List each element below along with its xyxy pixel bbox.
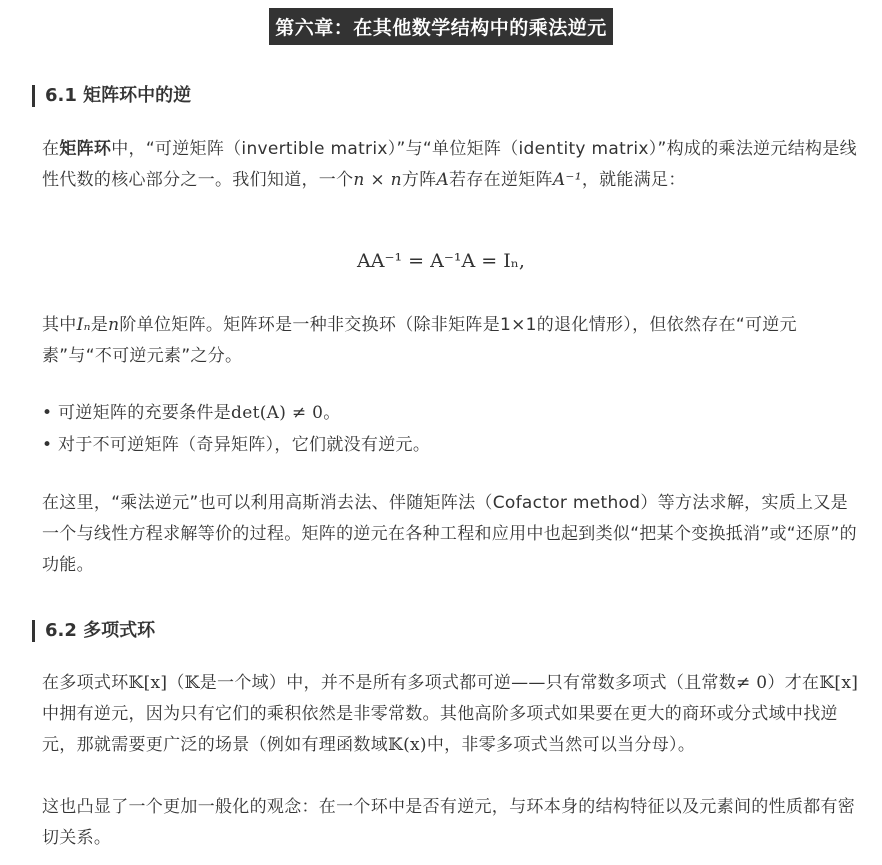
text: ）才在 [767, 673, 820, 693]
math-Kx-field: 𝕂(x) [388, 735, 427, 755]
paragraph-matrix-intro [42, 134, 864, 196]
text: 若存在逆矩阵 [449, 170, 553, 190]
text: • 可逆矩阵的充要条件是 [42, 403, 232, 423]
text: ，就能满足： [581, 170, 686, 190]
bold-term-matrix-ring: 矩阵环 [59, 139, 112, 159]
math-n-times-n: n × n [353, 170, 402, 190]
paragraph-methods: 在这里，“乘法逆元”也可以利用高斯消去法、伴随矩阵法（Cofactor method）等方法求解，实质上又是一个与线性方程求解等价的过程。矩阵的逆元在各种工程和应用中也起到类似“把某个变换抵消”或“还原”的功能。 [42, 493, 857, 575]
text: 阶单位矩阵。矩阵环是一种非交换环（除非矩阵是1×1的退化情形），但依然存在“可逆元素”与“不可逆元素”之分。 [42, 315, 797, 366]
math-det-condition: det(A) ≠ 0 [231, 403, 324, 423]
paragraph-identity [42, 310, 864, 372]
paragraph-general-idea: 这也凸显了一个更加一般化的观念：在一个环中是否有逆元，与环本身的结构特征以及元素间的性质都有密切关系。 [42, 797, 856, 848]
text: 。 [323, 403, 341, 423]
section-heading-6-2: 6.2 多项式环 [32, 620, 155, 642]
math-Kx: 𝕂[x] [128, 673, 168, 693]
text: 是一个域）中，并不是所有多项式都可逆——只有常数多项式（且常数 [199, 673, 737, 693]
math-In: Iₙ [76, 315, 91, 335]
text: 中，“可逆矩阵（invertible matrix）”与“单位矩阵（identity matrix）”构成的乘法逆元结构是线性代数的核心部分之一。我们知道，一个 [42, 139, 857, 190]
text: 是 [90, 315, 109, 335]
math-K: 𝕂 [184, 673, 200, 693]
math-n: n [108, 315, 120, 335]
text: 在 [42, 139, 60, 159]
math-A: A [436, 170, 450, 190]
text: 其中 [42, 315, 77, 335]
text: 中拥有逆元，因为只有它们的乘积依然是非零常数。其他高阶多项式如果要在更大的商环或分式域中找逆元，那就需要更广泛的场景（例如有理函数域 [42, 704, 838, 755]
text: 中，非零多项式当然可以当分母）。 [426, 735, 696, 755]
math-Kx: 𝕂[x] [819, 673, 859, 693]
text: 方阵 [401, 170, 437, 190]
paragraph-polynomial-ring [42, 668, 864, 761]
equation-inverse: AA⁻¹ = A⁻¹A = Iₙ, [357, 250, 525, 272]
bullet-invertible-condition [42, 398, 864, 429]
text: （ [167, 673, 185, 693]
title-wrap [0, 8, 882, 45]
math-A-inverse: A⁻¹ [552, 170, 582, 190]
text: 在多项式环 [42, 673, 129, 693]
chapter-title: 第六章：在其他数学结构中的乘法逆元 [269, 8, 613, 45]
section-heading-6-1: 6.1 矩阵环中的逆 [32, 85, 191, 107]
math-neq-zero: ≠ 0 [736, 673, 768, 693]
bullet-singular: • 对于不可逆矩阵（奇异矩阵），它们就没有逆元。 [42, 435, 431, 455]
